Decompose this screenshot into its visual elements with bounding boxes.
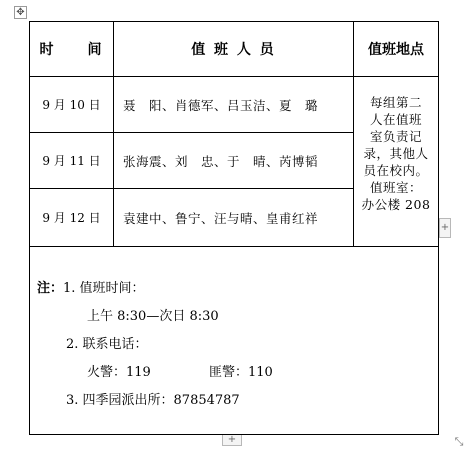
header-time: 时 间 [29,21,114,77]
place-line: 人在值班 [369,112,422,127]
header-staff: 值 班 人 员 [113,21,354,77]
add-row-button[interactable]: + [222,434,242,446]
note-label: 注： [37,281,64,296]
table-row-1-staff: 聂 阳、肖德军、吕玉洁、夏 璐 [113,76,354,133]
table-row-3-date: 9 月 12 日 [29,188,114,247]
table-row-3-staff: 袁建中、鲁宁、汪与晴、皇甫红祥 [113,188,354,247]
note-police-phone: 匪警：110 [209,365,273,380]
header-place: 值班地点 [353,21,439,77]
table-row-2-date: 9 月 11 日 [29,132,114,189]
note-item3: 3. 四季园派出所：87854787 [66,393,240,408]
place-line: 每组第二 [369,95,422,110]
note-item2-title: 2. 联系电话： [66,337,148,352]
table-move-handle-icon[interactable]: ✥ [14,6,27,19]
note-line-1 [37,277,145,296]
table-row-2-staff: 张海震、刘 忠、于 晴、芮博韬 [113,132,354,189]
table-row-1-date: 9 月 10 日 [29,76,114,133]
place-line: 办公楼 208 [361,197,431,212]
place-line: 录，其他人 [363,146,429,161]
place-line: 室负责记 [369,129,422,144]
note-item1-title: 1. 值班时间： [63,281,145,296]
duty-place-cell [353,76,439,247]
place-line: 员在校内。 [363,163,429,178]
note-item1-detail: 上午 8:30—次日 8:30 [87,309,219,324]
place-line: 值班室： [369,180,422,195]
add-column-button[interactable]: + [439,218,451,238]
note-fire-phone: 火警：119 [87,365,151,380]
table-resize-handle-icon[interactable]: ⤡ [454,435,464,448]
